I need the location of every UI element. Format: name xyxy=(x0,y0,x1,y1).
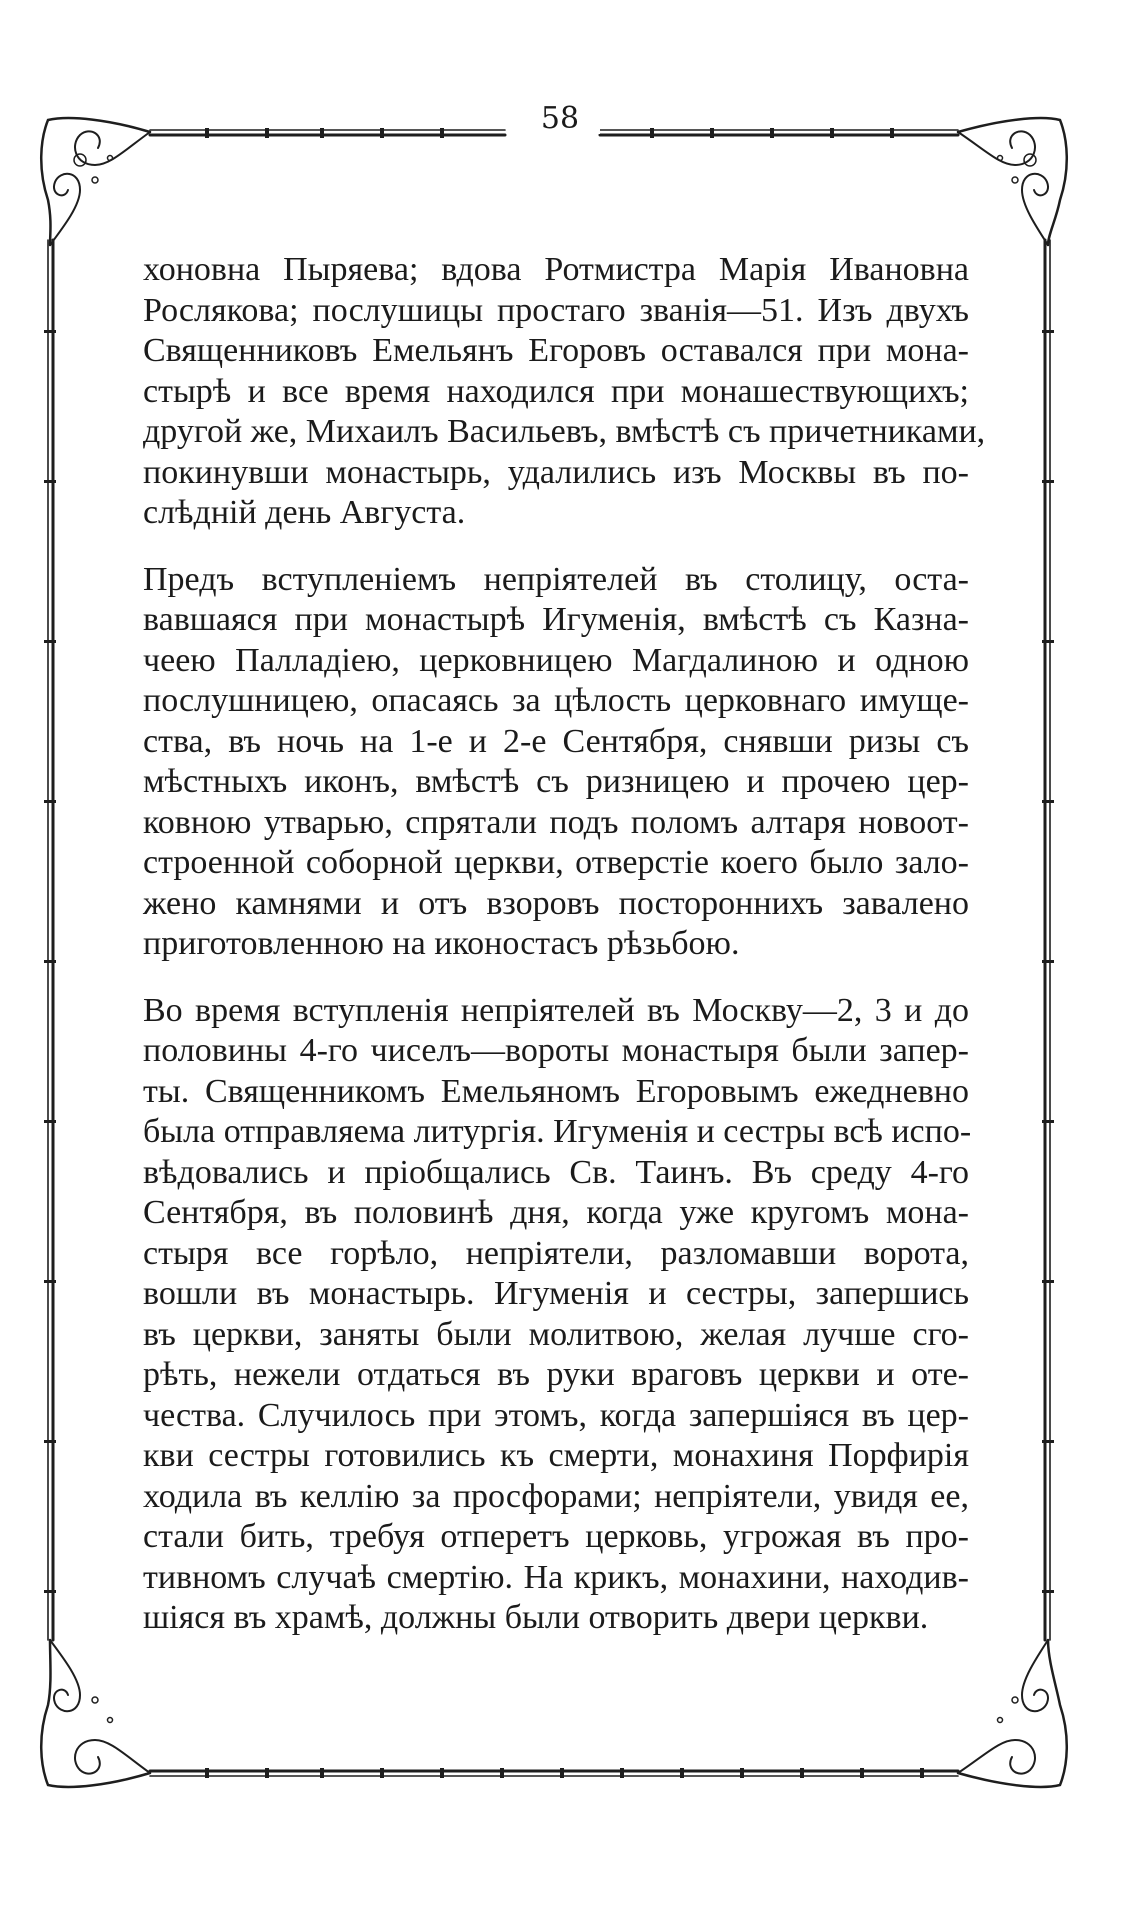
text-line: слѣдній день Августа. xyxy=(143,494,466,531)
text-line: ства, въ ночь на 1-е и 2-е Сентября, снявши ризы съ xyxy=(143,722,969,760)
text-line: чества. Случилось при этомъ, когда запершіяся въ цер- xyxy=(143,1396,969,1434)
text-line: половины 4-го чиселъ—вороты монастыря были запер- xyxy=(143,1032,969,1069)
paragraph xyxy=(143,560,969,965)
text-line: Предъ вступленіемъ непріятелей въ столицу, оста- xyxy=(143,560,969,598)
text-line: въ церкви, заняты были молитвою, желая лучше сго- xyxy=(143,1315,969,1353)
text-line: строенной соборной церкви, отверстіе коего было зало- xyxy=(143,844,969,881)
text-line: была отправляема литургія. Игуменія и сестры всѣ испо- xyxy=(143,1113,972,1150)
text-line: покинувши монастырь, удалились изъ Москвы въ по- xyxy=(143,453,969,491)
text-line: вошли въ монастырь. Игуменія и сестры, запершись xyxy=(143,1275,969,1312)
text-line: приготовленною на иконостасъ рѣзьбою. xyxy=(143,925,740,962)
paragraph xyxy=(143,250,986,534)
text-line: другой же, Михаилъ Васильевъ, вмѣстѣ съ причетниками, xyxy=(143,413,986,450)
text-line: рѣть, нежели отдаться въ руки враговъ церкви и оте- xyxy=(143,1356,969,1393)
text-line: вавшаяся при монастырѣ Игуменія, вмѣстѣ съ Казна- xyxy=(143,601,969,638)
text-line: Сентября, въ половинѣ дня, когда уже кругомъ мона- xyxy=(143,1194,969,1231)
text-line: хоновна Пыряева; вдова Ротмистра Марія Ивановна xyxy=(143,251,969,288)
text-line: кви сестры готовились къ смерти, монахиня Порфирія xyxy=(143,1437,969,1474)
text-line: ты. Священникомъ Емельяномъ Егоровымъ ежедневно xyxy=(143,1072,969,1110)
text-line: стырѣ и все время находился при монашествующихъ; xyxy=(143,372,969,410)
page-number: 58 xyxy=(520,104,600,134)
paragraph xyxy=(143,991,972,1639)
text-line: вѣдовались и пріобщались Св. Таинъ. Въ среду 4-го xyxy=(143,1153,969,1191)
text-line: Рослякова; послушицы простаго званія—51. Изъ двухъ xyxy=(143,291,969,329)
text-line: стали бить, требуя отперетъ церковь, угрожая въ про- xyxy=(143,1518,969,1555)
text-line: Во время вступленія непріятелей въ Москву—2, 3 и до xyxy=(143,991,969,1029)
text-line: шіяся въ храмѣ, должны были отворить двери церкви. xyxy=(143,1599,929,1636)
text-line: мѣстныхъ иконъ, вмѣстѣ съ ризницею и прочею цер- xyxy=(143,763,969,800)
text-line: послушницею, опасаясь за цѣлость церковнаго имуще- xyxy=(143,682,969,719)
text-line: ковною утварью, спрятали подъ поломъ алтаря новоот- xyxy=(143,803,969,841)
text-line: жено камнями и отъ взоровъ постороннихъ завалено xyxy=(143,884,969,922)
text-line: ходила въ келлію за просфорами; непріятели, увидя ее, xyxy=(143,1477,969,1515)
text-line: стыря все горѣло, непріятели, разломавши ворота, xyxy=(143,1234,969,1272)
text-line: чеею Палладіею, церковницею Магдалиною и одною xyxy=(143,641,969,679)
text-line: тивномъ случаѣ смертію. На крикъ, монахини, находив- xyxy=(143,1558,969,1596)
text-line: Священниковъ Емельянъ Егоровъ оставался при мона- xyxy=(143,332,969,369)
body-text xyxy=(143,250,986,1665)
